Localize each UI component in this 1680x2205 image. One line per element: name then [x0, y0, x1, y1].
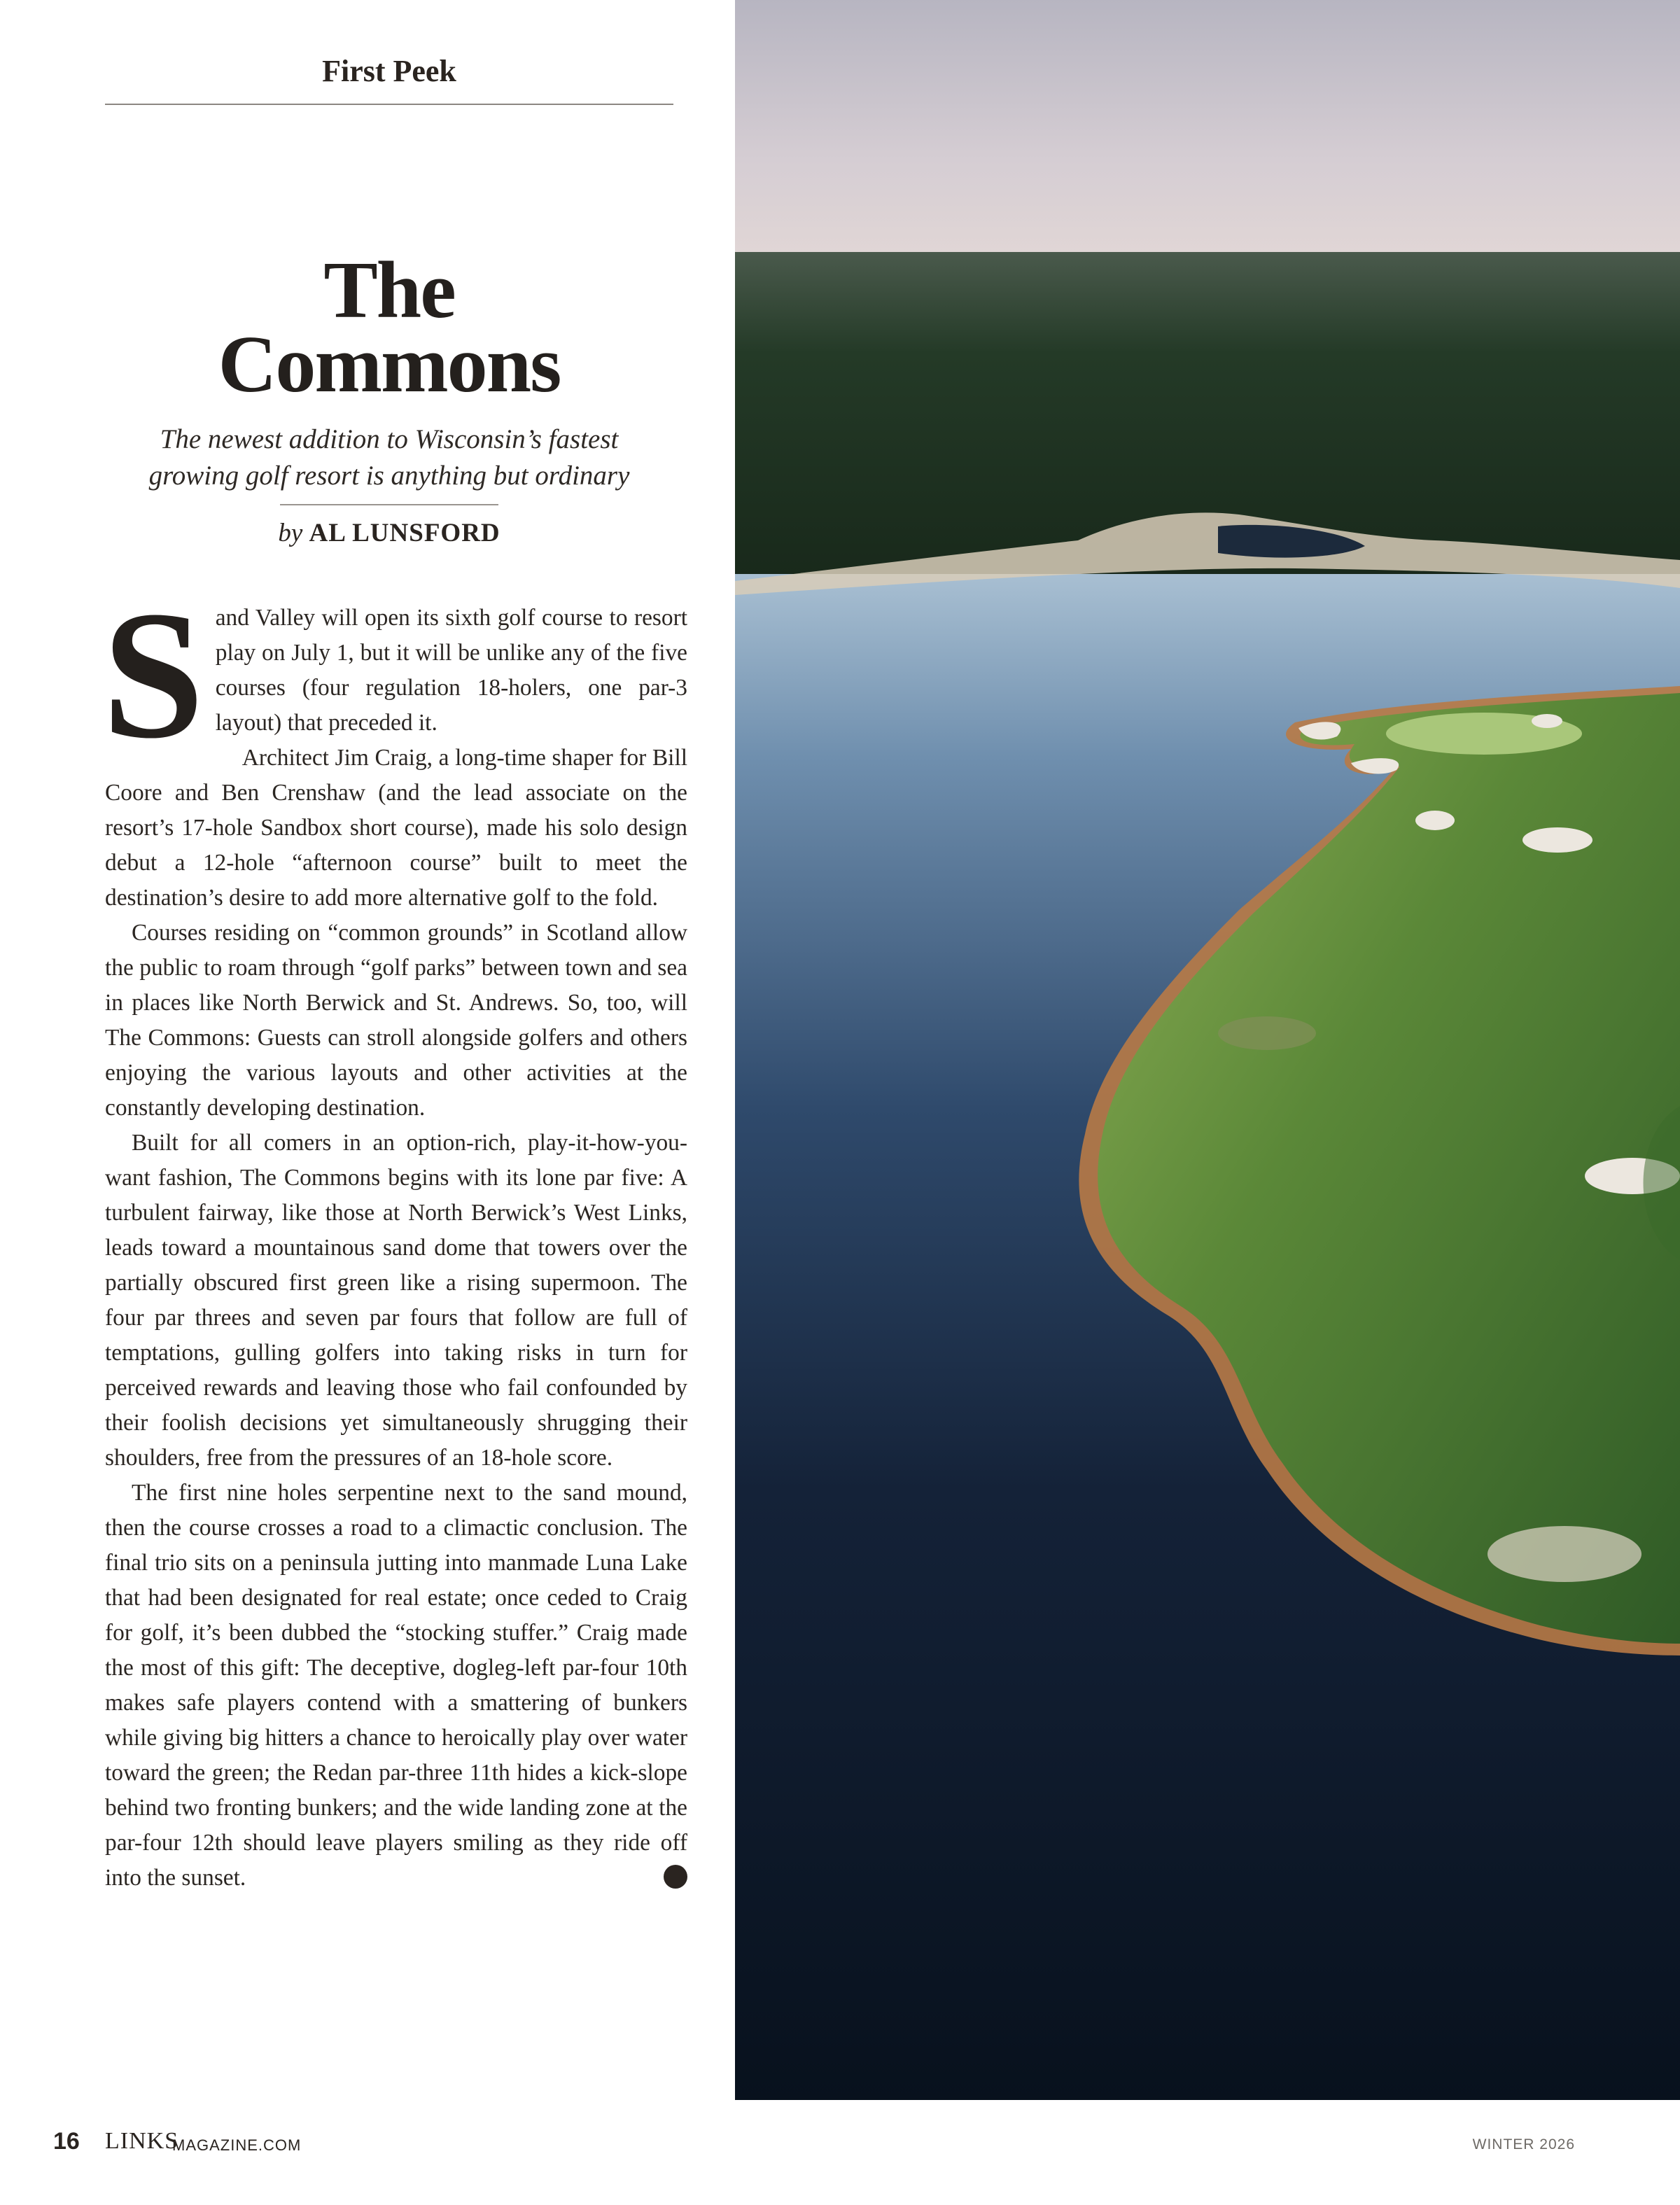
bunker	[1532, 714, 1562, 728]
bunker	[1415, 811, 1455, 830]
author-name: AL LUNSFORD	[309, 519, 500, 547]
dek-line-1: The newest addition to Wisconsin’s fastest	[160, 424, 619, 454]
magazine-brand: LINKS	[105, 2128, 179, 2154]
paragraph-1-text: and Valley will open its sixth golf course to resort play on July 1, but it will be unlike any of the five courses (four regulation 18-holers, one par-3 layout) that preceded it.	[215, 605, 687, 736]
dek-rule	[280, 504, 498, 505]
sky	[735, 0, 1680, 266]
end-mark-icon: L	[664, 1865, 687, 1889]
article-body	[102, 573, 700, 1896]
bunker	[1522, 827, 1592, 853]
sand-waste	[1488, 1526, 1642, 1582]
dune	[1218, 1016, 1316, 1050]
paragraph-1	[102, 573, 687, 776]
paragraph-3: Courses residing on “common grounds” in Scotland allow the public to roam through “golf parks” between town and sea in places like North Berwick and St. Andrews. So, too, will The Commons: Guests can stroll alongside golfers and others enjoying the various layouts and other activities at the constantly developing destination.	[105, 920, 687, 1121]
byline	[105, 518, 673, 548]
byline-prefix: by	[278, 519, 303, 547]
title-line-2: Commons	[218, 320, 561, 410]
article-title	[105, 246, 673, 410]
paragraph-2: Architect Jim Craig, a long-time shaper for Bill Coore and Ben Crenshaw (and the lead associate on the resort’s 17-hole Sandbox short course), made his solo design debut a 12-hole “afternoon course” built to meet the destination’s desire to add more alternative golf to the fold.	[105, 745, 687, 911]
dek-line-2: growing golf resort is anything but ordinary	[148, 461, 630, 491]
aerial-course-photo	[735, 0, 1680, 2100]
drop-cap: S	[102, 573, 204, 776]
paragraph-4: Built for all comers in an option-rich, play-it-how-you-want fashion, The Commons begins with its lone par five: A turbulent fairway, like those at North Berwick’s West Links, leads toward a mountainous sand dome that towers over the partially obscured first green like a rising supermoon. The four par threes and seven par fours that follow are full of temptations, gulling golfers into taking risks in turn for perceived rewards and leaving those who fail confounded by their foolish decisions yet simultaneously shrugging their shoulders, free from the pressures of an 18-hole score.	[105, 1130, 687, 1471]
section-label: First Peek	[322, 54, 456, 88]
header-rule	[105, 104, 673, 105]
paragraph-5-text: The first nine holes serpentine next to the sand mound, then the course crosses a road to a climactic conclusion. The final trio sits on a peninsula jutting into manmade Luna Lake that had been designated for real estate; once ceded to Craig for golf, it’s been dubbed the “stocking stuffer.” Craig made the most of this gift: The deceptive, dogleg-left par-four 10th makes safe players contend with a smattering of bunkers while giving big hitters a chance to heroically play over water toward the green; the Redan par-three 11th hides a kick-slope behind two fronting bunkers; and the wide landing zone at the par-four 12th should leave players smiling as they ride off into the sunset.	[105, 1480, 687, 1891]
paragraph-5	[105, 1476, 700, 1896]
title-line-1: The	[323, 246, 455, 335]
magazine-site: MAGAZINE.COM	[172, 2136, 302, 2154]
issue-date: WINTER 2026	[1472, 2136, 1575, 2152]
page-number: 16	[53, 2128, 80, 2155]
article-dek	[105, 421, 673, 494]
